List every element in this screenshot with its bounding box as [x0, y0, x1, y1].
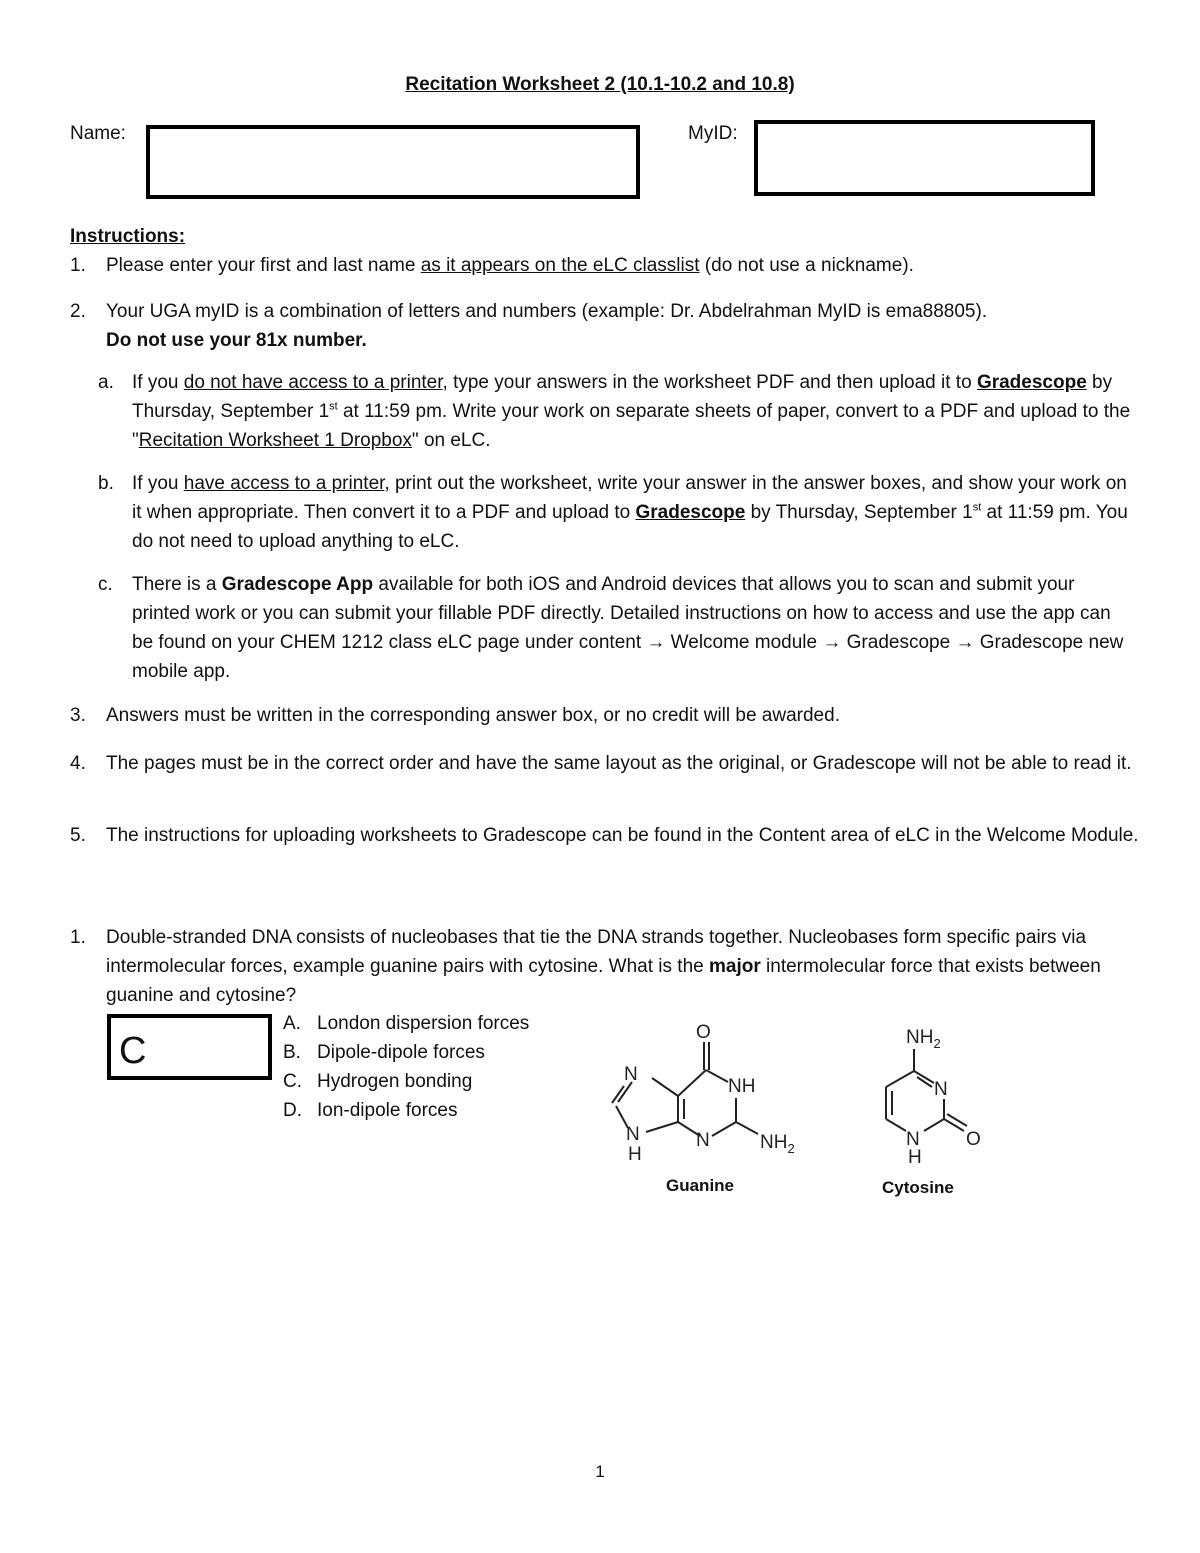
- guanine-structure: [600, 1010, 820, 1170]
- guanine-n7-label: N: [624, 1064, 638, 1085]
- item-number: 3.: [70, 705, 86, 726]
- classlist-link-text: as it appears on the eLC classlist: [420, 255, 700, 276]
- item-text: available for both iOS and Android devices that allows you to scan and submit your printed work or you can submit your fillable PDF directly. Detailed instructions on how to access and use the app can be found on your CHEM 1212 class eLC page under content → Welcome module → Gradescope → Gradescope new mobile app.: [132, 574, 1124, 682]
- answer-options: [283, 1009, 593, 1125]
- item-text: If you: [132, 372, 184, 393]
- item-text: Answers must be written in the corresponding answer box, or no credit will be awarded.: [106, 705, 840, 726]
- name-label: Name:: [70, 123, 126, 144]
- cytosine-o-label: O: [966, 1129, 981, 1150]
- item-number: 5.: [70, 825, 86, 846]
- question-text: Double-stranded DNA consists of nucleobases that tie the DNA strands together. Nucleobases form specific pairs via intermolecular forces, example guanine pairs with cytosine. What is the: [106, 927, 1087, 977]
- answer-box[interactable]: [107, 1014, 272, 1080]
- myid-field[interactable]: [754, 120, 1095, 196]
- item-text: The instructions for uploading worksheets to Gradescope can be found in the Content area of eLC in the Welcome Module.: [106, 825, 1139, 846]
- option-c: [283, 1067, 593, 1096]
- ordinal-sup: st: [972, 501, 982, 514]
- item-number: 2.: [70, 301, 86, 322]
- page-title: Recitation Worksheet 2 (10.1-10.2 and 10.8): [405, 74, 795, 95]
- question-text: intermolecular force that exists between guanine and cytosine?: [106, 956, 1101, 1006]
- item-text: Please enter your first and last name: [106, 255, 421, 276]
- item-letter: a.: [98, 372, 114, 393]
- guanine-caption: Guanine: [666, 1176, 735, 1195]
- cytosine-structure: [870, 1015, 990, 1170]
- item-text: The pages must be in the correct order and have the same layout as the original, or Gradescope will not be able to read it.: [106, 753, 1132, 774]
- item-text: , print out the worksheet, write your answer in the answer boxes, and show your work on it when appropriate. Then convert it to a PDF and upload to: [132, 473, 1127, 523]
- guanine-n9-label: N: [626, 1124, 640, 1145]
- guanine-n3-label: N: [696, 1130, 710, 1151]
- gradescope-link[interactable]: Gradescope: [976, 372, 1087, 393]
- item-text: (do not use a nickname).: [699, 255, 914, 276]
- item-letter: c.: [98, 574, 113, 595]
- item-text: If you: [132, 473, 184, 494]
- name-field[interactable]: [146, 125, 640, 199]
- option-a: [283, 1009, 593, 1038]
- myid-label: MyID:: [688, 123, 738, 144]
- ordinal-sup: st: [329, 400, 338, 413]
- option-text: Hydrogen bonding: [317, 1071, 473, 1092]
- item-text: Your UGA myID is a combination of letters and numbers (example: Dr. Abdelrahman MyID is ema88805).: [106, 301, 988, 322]
- have-printer-text: have access to a printer: [183, 473, 385, 494]
- cytosine-bonds: [886, 1049, 967, 1131]
- dropbox-link[interactable]: Recitation Worksheet 1 Dropbox: [138, 430, 412, 451]
- option-letter: D.: [283, 1100, 302, 1121]
- warning-text: Do not use your 81x number.: [106, 330, 367, 351]
- answer-value: C: [119, 1030, 147, 1072]
- item-text: by Thursday, September 1: [132, 372, 1113, 422]
- cytosine-nh2-label: $NH_2$: [906, 1027, 941, 1051]
- item-number: 1.: [70, 255, 86, 276]
- gradescope-app-text: Gradescope App: [221, 574, 374, 595]
- question-number: 1.: [70, 927, 86, 948]
- emphasis-text: major: [709, 956, 761, 977]
- cytosine-n3-label: N: [934, 1079, 948, 1100]
- item-text: by Thursday, September 1: [745, 502, 973, 523]
- option-letter: A.: [283, 1013, 301, 1034]
- option-b: [283, 1038, 593, 1067]
- option-d: [283, 1096, 593, 1125]
- item-letter: b.: [98, 473, 114, 494]
- cytosine-n1-label: N: [906, 1129, 920, 1150]
- cytosine-caption: Cytosine: [882, 1178, 954, 1197]
- guanine-h-label: H: [628, 1144, 642, 1165]
- item-text: There is a: [132, 574, 222, 595]
- page-number: 1: [595, 1462, 605, 1481]
- guanine-nh-label: NH: [728, 1076, 756, 1097]
- gradescope-link[interactable]: Gradescope: [635, 502, 746, 523]
- item-number: 4.: [70, 753, 86, 774]
- no-printer-text: do not have access to a printer: [183, 372, 443, 393]
- option-text: Ion-dipole forces: [317, 1100, 458, 1121]
- item-text: " on eLC.: [411, 430, 491, 451]
- option-text: London dispersion forces: [317, 1013, 530, 1034]
- option-letter: C.: [283, 1071, 302, 1092]
- item-text: at 11:59 pm. You do not need to upload anything to eLC.: [132, 502, 1128, 552]
- instructions-heading: Instructions:: [70, 226, 186, 247]
- option-text: Dipole-dipole forces: [317, 1042, 485, 1063]
- guanine-nh2-label: $NH_2$: [760, 1132, 795, 1156]
- item-text: , type your answers in the worksheet PDF and then upload it to: [442, 372, 977, 393]
- option-letter: B.: [283, 1042, 301, 1063]
- guanine-o-label: O: [696, 1022, 711, 1043]
- item-text: at 11:59 pm. Write your work on separate sheets of paper, convert to a PDF and upload to the ": [132, 401, 1131, 451]
- cytosine-h-label: H: [908, 1147, 922, 1168]
